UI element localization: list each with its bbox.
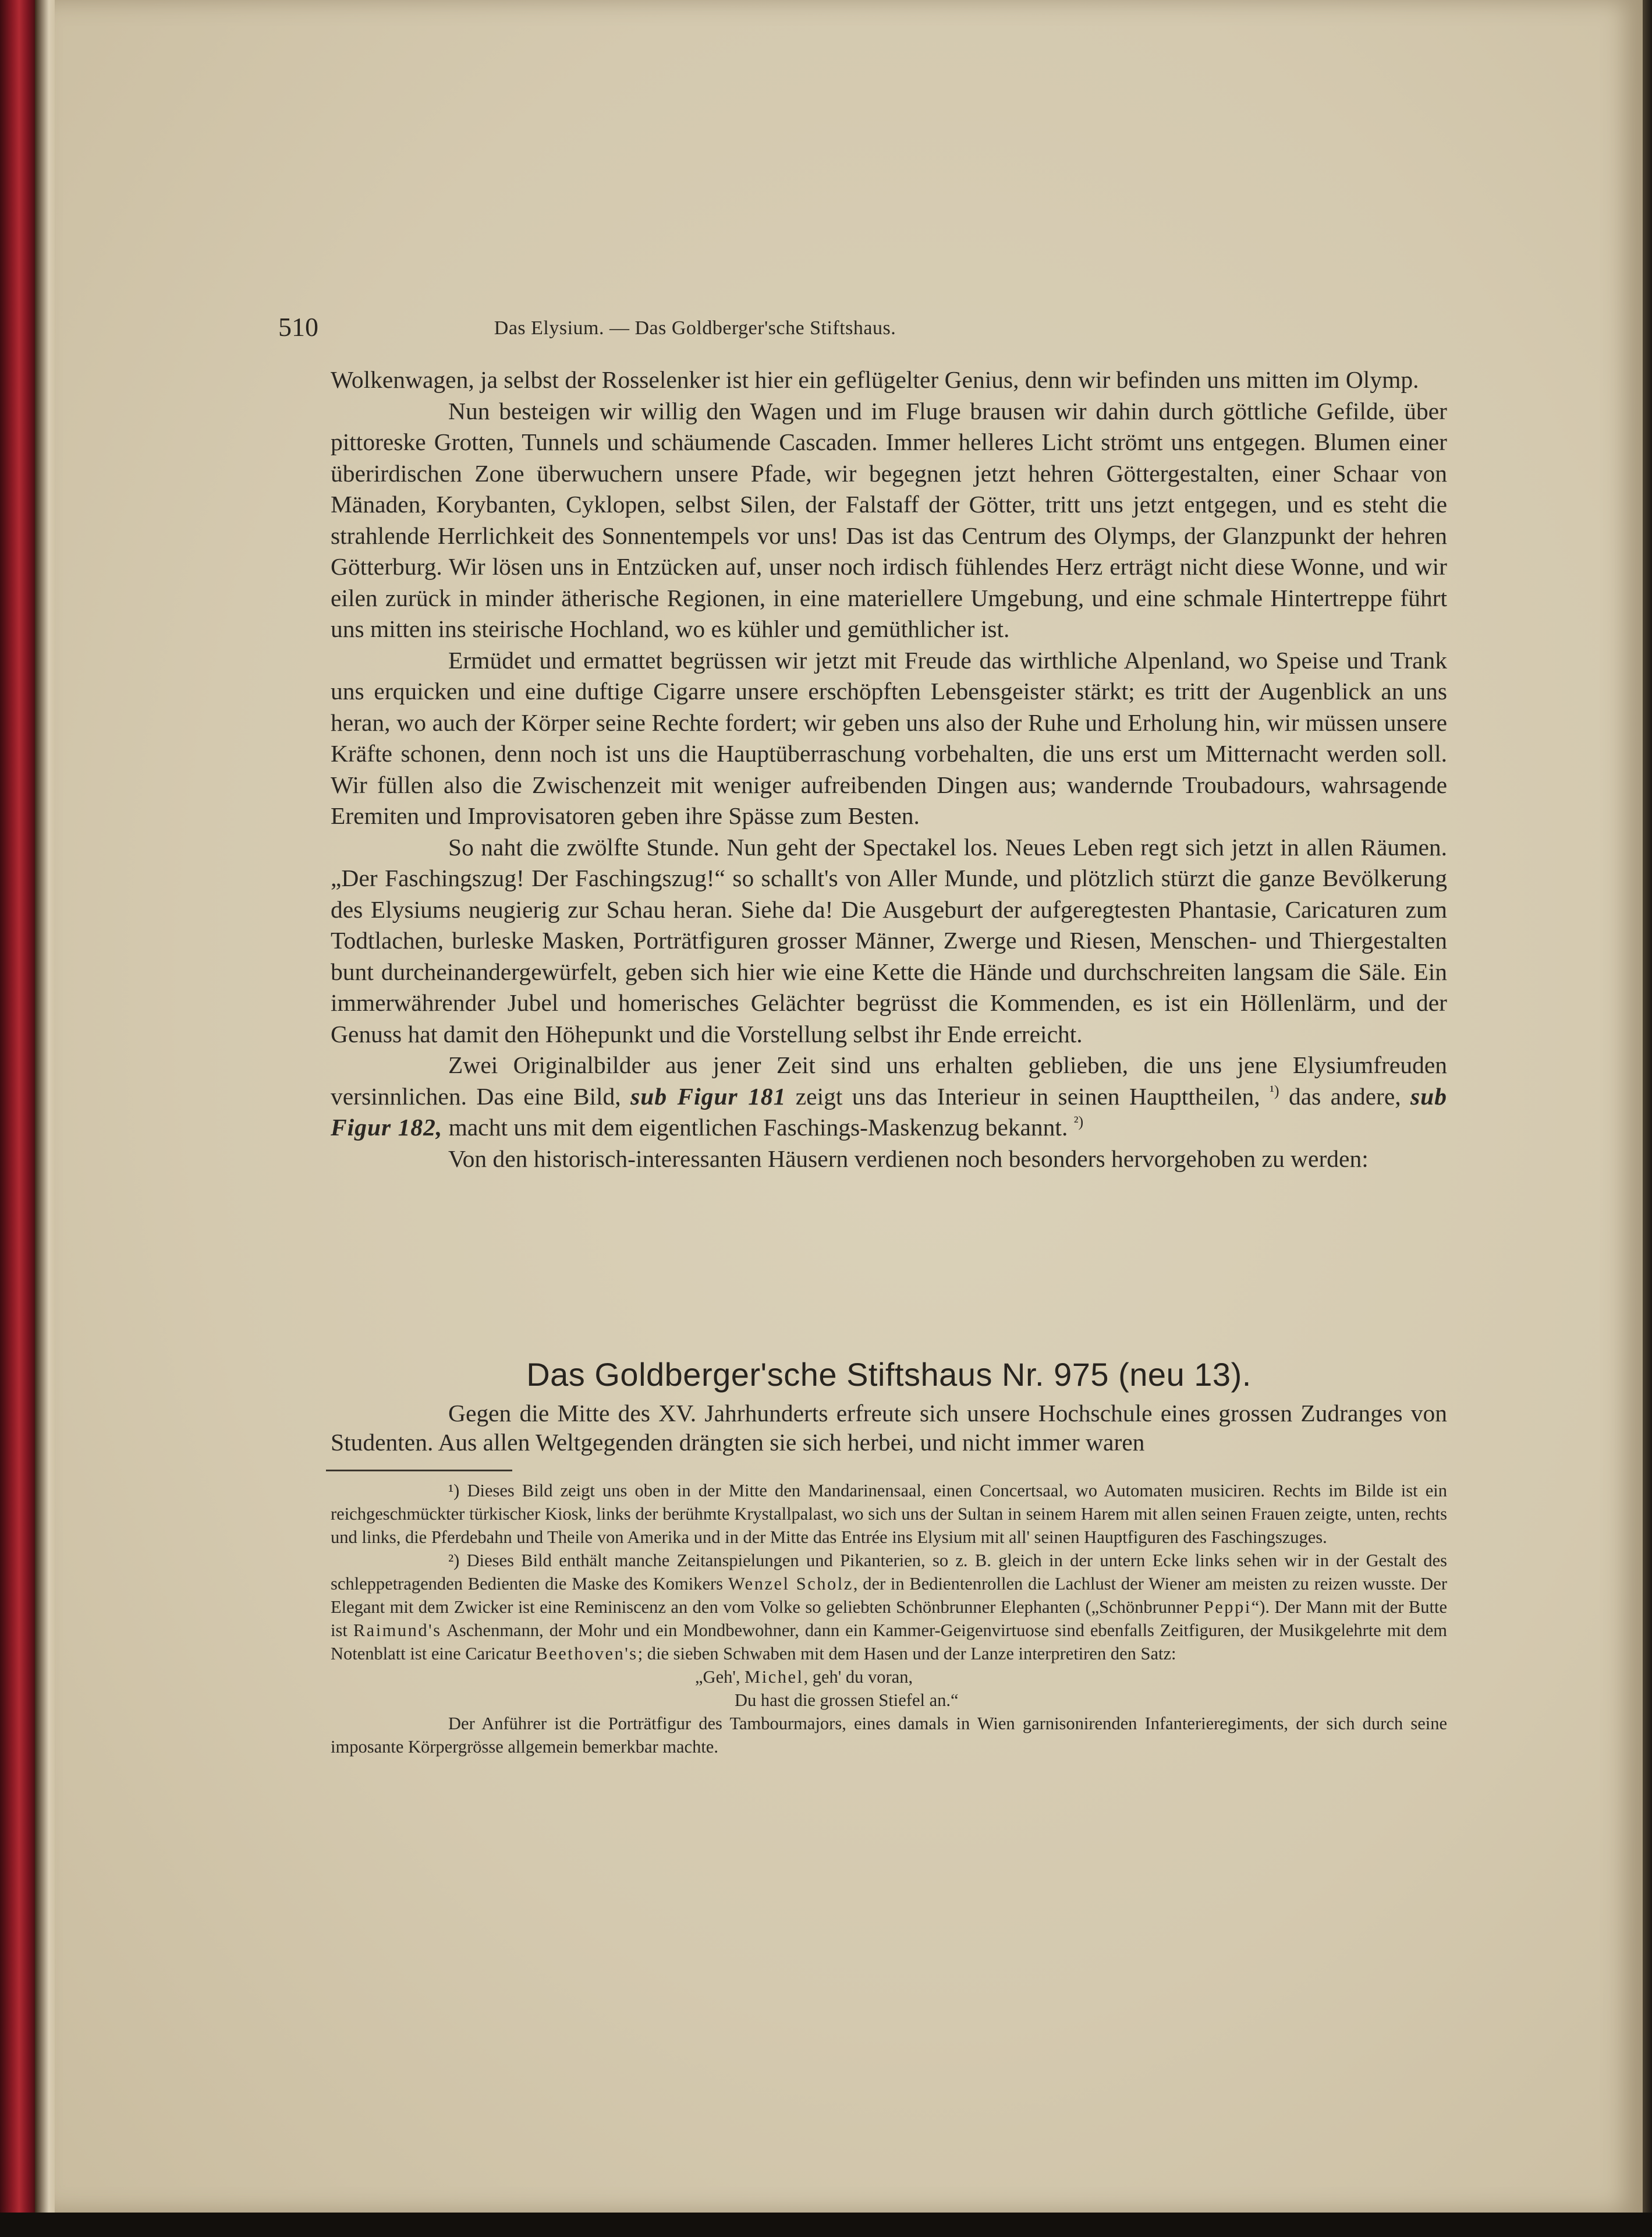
text-run: das andere, <box>1288 1082 1401 1110</box>
paragraph-figures <box>331 1050 1447 1144</box>
footnotes <box>331 1479 1447 1758</box>
footnote-rule <box>326 1470 512 1471</box>
footnote-text: Dieses Bild zeigt uns oben in der Mitte den Mandarinensaal, einen Concertsaal, wo Automaten musiciren. Rechts im Bilde ist ein reichgeschmückter türkischer Kiosk, links der berühmte Krystallpalast, wo sich uns der Sultan in seinem Harem mit allen seinen Frauen zeigte, unten, rechts und links, die Pferdebahn und Theile von Amerika und in der Mitte das Entrée ins Elysium mit all' seinen Hauptfiguren des Faschingszuges. <box>331 1481 1447 1547</box>
verse-line-1 <box>331 1665 1447 1689</box>
section-heading: Das Goldberger'sche Stiftshaus Nr. 975 (neu 13). <box>526 1356 1252 1393</box>
text-run: , der in Bedientenrollen die Lachlust der Wiener am meisten zu reizen wusste. Der Elegant mit dem Zwicker ist eine Reminiscenz an den vom Volke so geliebten Schönbrunner Elephanten („Schönbrunner <box>331 1574 1447 1617</box>
person-name: Michel <box>745 1667 804 1687</box>
person-name: Peppi <box>1203 1597 1252 1617</box>
page-gutter <box>35 0 55 2237</box>
paragraph: Wolkenwagen, ja selbst der Rosselenker ist hier ein geflügelter Genius, denn wir befinden uns mitten im Olymp. <box>331 366 1419 393</box>
running-title: Das Elysium. — Das Goldberger'sche Stiftshaus. <box>494 317 896 339</box>
paragraph: So naht die zwölfte Stunde. Nun geht der Spectakel los. Neues Leben regt sich jetzt in allen Räumen. „Der Faschingszug! Der Faschingszug!“ so schallt's von Aller Munde, und plötzlich stürzt die ganze Bevölkerung des Elysiums neugierig zur Schau heran. Siehe da! Die Ausgeburt der aufgeregtesten Phantasie, Caricaturen zum Todtlachen, burleske Masken, Porträtfiguren grosser Männer, Zwerge und Riesen, Menschen- und Thiergestalten bunt durcheinandergewürfelt, geben sich hier wie eine Kette die Hände und durchschreiten langsam die Säle. Ein immerwährender Jubel und homerisches Gelächter begrüsst die Kommenden, es ist ein Höllenlärm, und der Genuss hat damit den Höhepunkt und die Vorstellung selbst ihr Ende erreicht. <box>331 833 1447 1047</box>
paragraph: Ermüdet und ermattet begrüssen wir jetzt mit Freude das wirthliche Alpenland, wo Speise und Trank uns erquicken und eine duftige Cigarre unsere erschöpften Lebensgeister stärkt; es tritt der Augenblick an uns heran, wo auch der Körper seine Rechte fordert; wir geben uns also der Ruhe und Erholung hin, wir müssen unsere Kräfte schonen, denn noch ist uns die Hauptüberraschung vorbehalten, die uns erst um Mitternacht werden soll. Wir füllen also die Zwischenzeit mit weniger aufreibenden Dingen aus; wandernde Troubadours, wahrsagende Eremiten und Improvisatoren geben ihre Spässe zum Besten. <box>331 646 1447 829</box>
footnote-2 <box>331 1549 1447 1665</box>
section-text <box>331 1399 1447 1457</box>
text-run: Aschenmann, der Mohr und ein Mondbewohner, dann ein Kammer-Geigenvirtuose sind ebenfalls Zeitfiguren, der Musikgelehrte mit dem Notenblatt ist eine Caricatur <box>331 1620 1447 1663</box>
main-text <box>331 364 1447 1174</box>
book-binding <box>0 0 35 2237</box>
text-run: zeigt uns das Interieur in seinen Haupttheilen, <box>795 1082 1260 1110</box>
footnote-1 <box>331 1479 1447 1549</box>
text-run: Dieses Bild enthält manche Zeitanspielungen und Pikanterien, so z. B. gleich in der untern Ecke links sehen wir in der Gestalt des schleppetragenden Bedienten die Maske des Komikers <box>331 1551 1447 1594</box>
footnote-mark: ²) <box>448 1551 460 1570</box>
person-name: Raimund's <box>353 1620 442 1640</box>
text-run: “). Der Mann mit der Butte ist <box>331 1597 1448 1640</box>
person-name: Beethoven's <box>536 1644 638 1663</box>
paragraph: Von den historisch-interessanten Häusern verdienen noch besonders hervorgehoben zu werden: <box>448 1145 1369 1172</box>
background-bottom <box>0 2213 1652 2237</box>
text-run: macht uns mit dem eigentlichen Faschings-Maskenzug bekannt. <box>448 1114 1068 1141</box>
running-head <box>278 312 1112 346</box>
text-run: „Geh', <box>695 1667 745 1687</box>
footnote-marker-1: ¹) <box>1270 1082 1279 1099</box>
text-run: Zwei Originalbilder aus jener Zeit sind uns erhalten geblieben, die uns jene Elysiumfreuden versinnlichen. Das eine Bild, <box>331 1052 1447 1110</box>
figure-reference-182: sub Figur 182, <box>331 1082 1448 1141</box>
figure-reference-181: sub Figur 181 <box>630 1082 786 1110</box>
page-number: 510 <box>278 312 318 342</box>
verse-line-2: Du hast die grossen Stiefel an.“ <box>735 1690 959 1710</box>
paragraph: Gegen die Mitte des XV. Jahrhunderts erfreute sich unsere Hochschule eines grossen Zudranges von Studenten. Aus allen Weltgegenden drängten sie sich herbei, und nicht immer waren <box>331 1400 1447 1456</box>
footnote-marker-2: ²) <box>1073 1113 1084 1131</box>
footnote-mark: ¹) <box>448 1481 460 1500</box>
paragraph: Nun besteigen wir willig den Wagen und im Fluge brausen wir dahin durch göttliche Gefilde, über pittoreske Grotten, Tunnels und schäumende Cascaden. Immer helleres Licht strömt uns entgegen. Blumen einer überirdischen Zone überwuchern unsere Pfade, wir begegnen jetzt hehren Göttergestalten, einer Schaar von Mänaden, Korybanten, Cyklopen, selbst Silen, der Falstaff der Götter, tritt uns jetzt entgegen, und es steht die strahlende Herrlichkeit des Sonnentempels vor uns! Das ist das Centrum des Olymps, der Glanzpunkt der hehren Götterburg. Wir lösen uns in Entzücken auf, unser noch irdisch fühlendes Herz erträgt nicht diese Wonne, und wir eilen zurück in minder ätherische Regionen, in eine materiellere Umgebung, und eine schmale Hintertreppe führt uns mitten ins steirische Hochland, wo es kühler und gemüthlicher ist. <box>331 397 1447 642</box>
person-name: Wenzel Scholz <box>728 1574 853 1594</box>
text-run: , geh' du voran, <box>803 1667 913 1687</box>
text-run: ; die sieben Schwaben mit dem Hasen und der Lanze interpretiren den Satz: <box>637 1644 1176 1663</box>
footnote-2-continued: Der Anführer ist die Porträtfigur des Tambourmajors, eines damals in Wien garnisonirenden Infanterieregiments, der sich durch seine imposante Körpergrösse allgemein bemerkbar machte. <box>331 1714 1447 1757</box>
